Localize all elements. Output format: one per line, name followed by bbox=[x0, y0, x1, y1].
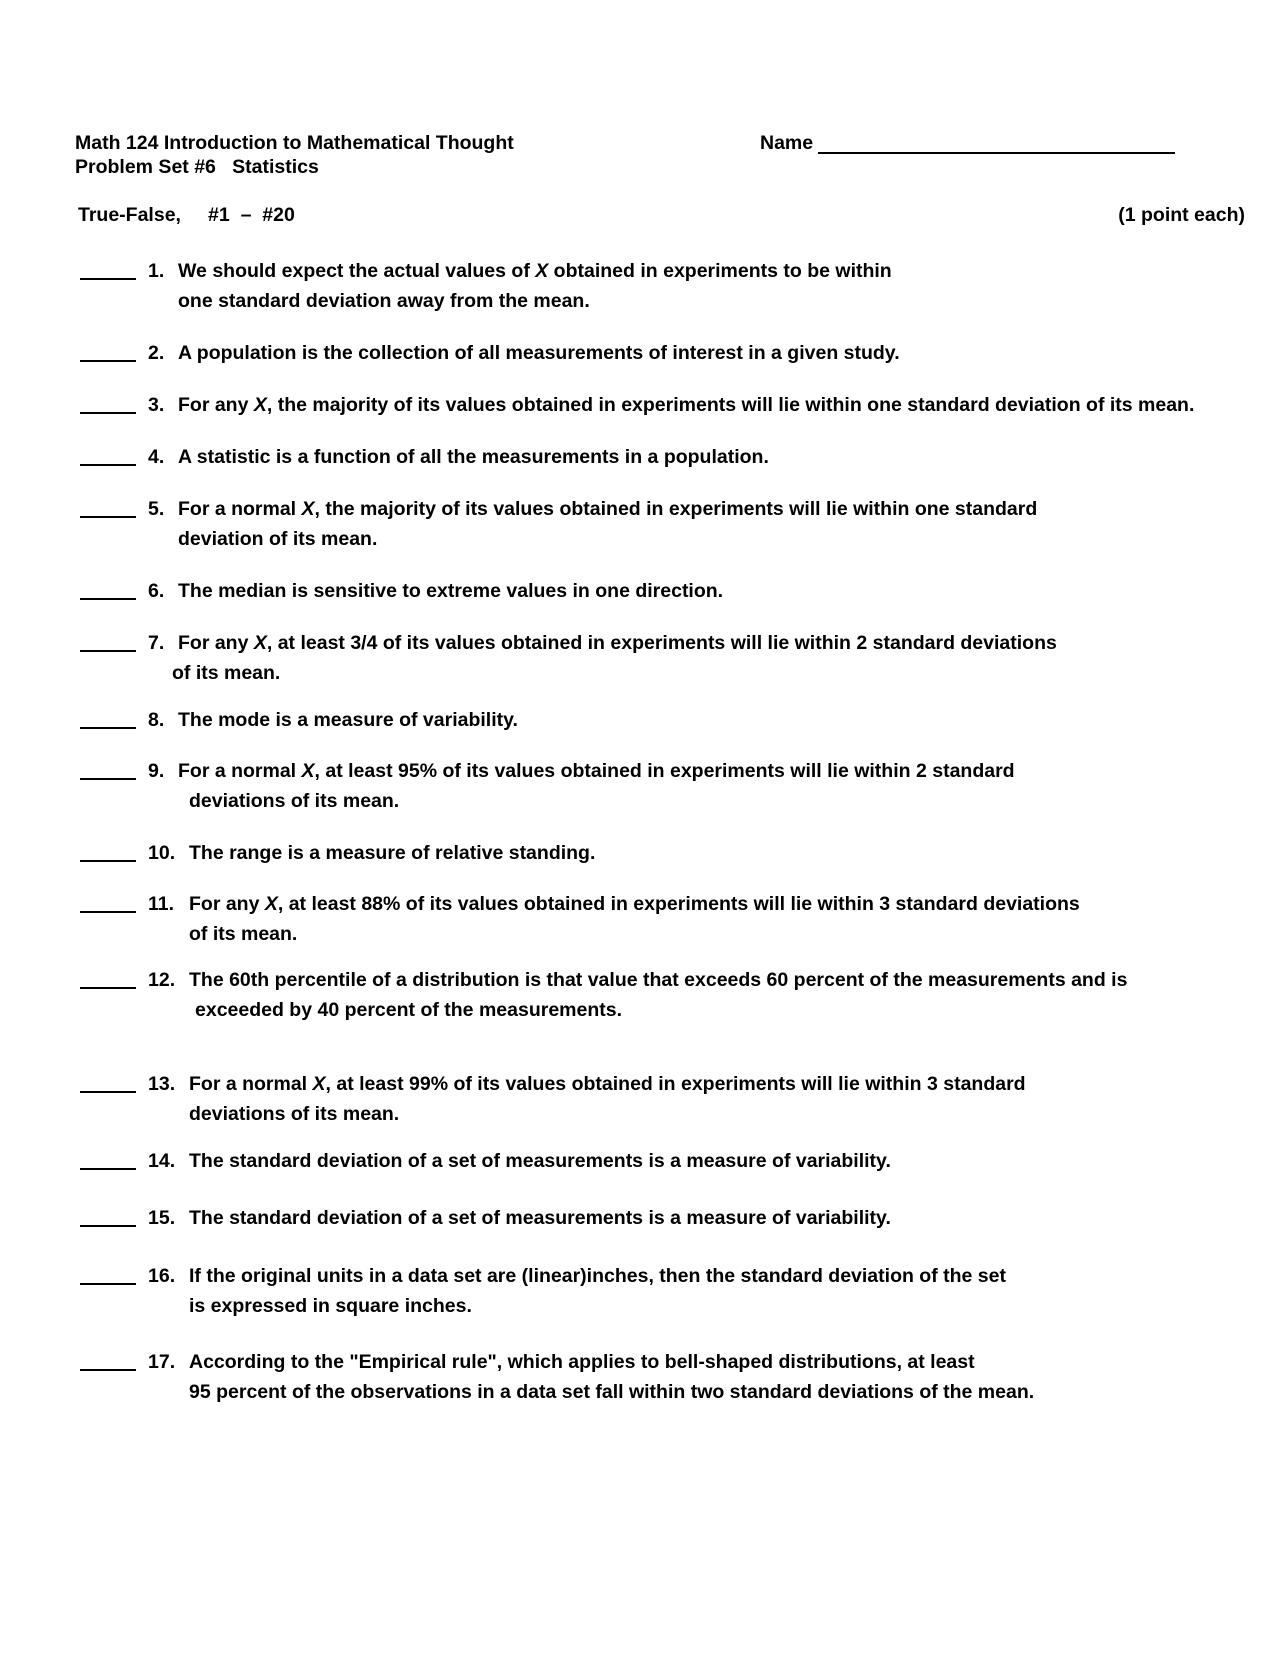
question-number: 10. bbox=[148, 842, 176, 864]
question-text: exceeded by 40 percent of the measurements. bbox=[195, 999, 623, 1021]
section-points: (1 point each) bbox=[1118, 204, 1245, 226]
answer-blank[interactable] bbox=[80, 1283, 136, 1285]
question-text: A population is the collection of all measurements of interest in a given study. bbox=[178, 342, 900, 364]
question-text: If the original units in a data set are (linear)inches, then the standard deviation of the set bbox=[189, 1265, 1006, 1287]
question-number: 8. bbox=[148, 709, 165, 731]
question-text: For a normal X, at least 99% of its values obtained in experiments will lie within 3 standard bbox=[189, 1073, 1026, 1095]
question-text: We should expect the actual values of X obtained in experiments to be within bbox=[178, 260, 892, 282]
question-number: 14. bbox=[148, 1150, 176, 1172]
question-text: deviations of its mean. bbox=[189, 1103, 400, 1125]
answer-blank[interactable] bbox=[80, 412, 136, 414]
section-label: True-False, #1 – #20 bbox=[78, 204, 295, 226]
question-number: 16. bbox=[148, 1265, 176, 1287]
answer-blank[interactable] bbox=[80, 598, 136, 600]
answer-blank[interactable] bbox=[80, 516, 136, 518]
question-text: For a normal X, at least 95% of its values obtained in experiments will lie within 2 standard bbox=[178, 760, 1015, 782]
question-text: A statistic is a function of all the measurements in a population. bbox=[178, 446, 769, 468]
question-number: 15. bbox=[148, 1207, 176, 1229]
name-field-line[interactable] bbox=[818, 152, 1175, 154]
answer-blank[interactable] bbox=[80, 911, 136, 913]
answer-blank[interactable] bbox=[80, 464, 136, 466]
question-text: The median is sensitive to extreme values in one direction. bbox=[178, 580, 724, 602]
answer-blank[interactable] bbox=[80, 1091, 136, 1093]
question-text: For any X, the majority of its values obtained in experiments will lie within one standard deviation of its mean. bbox=[178, 394, 1195, 416]
answer-blank[interactable] bbox=[80, 1168, 136, 1170]
question-text: is expressed in square inches. bbox=[189, 1295, 472, 1317]
question-text: For any X, at least 3/4 of its values obtained in experiments will lie within 2 standard deviations bbox=[178, 632, 1057, 654]
question-text: of its mean. bbox=[189, 923, 298, 945]
question-number: 7. bbox=[148, 632, 165, 654]
question-text: of its mean. bbox=[172, 662, 281, 684]
question-number: 1. bbox=[148, 260, 165, 282]
answer-blank[interactable] bbox=[80, 987, 136, 989]
question-number: 4. bbox=[148, 446, 165, 468]
name-label: Name bbox=[760, 132, 814, 154]
answer-blank[interactable] bbox=[80, 1369, 136, 1371]
question-number: 9. bbox=[148, 760, 165, 782]
answer-blank[interactable] bbox=[80, 650, 136, 652]
answer-blank[interactable] bbox=[80, 860, 136, 862]
answer-blank[interactable] bbox=[80, 778, 136, 780]
answer-blank[interactable] bbox=[80, 727, 136, 729]
course-title: Math 124 Introduction to Mathematical Thought bbox=[75, 132, 514, 154]
question-text: deviations of its mean. bbox=[189, 790, 400, 812]
problem-set-title: Problem Set #6 Statistics bbox=[75, 156, 319, 178]
answer-blank[interactable] bbox=[80, 278, 136, 280]
question-text: one standard deviation away from the mean. bbox=[178, 290, 590, 312]
question-text: For any X, at least 88% of its values obtained in experiments will lie within 3 standard deviations bbox=[189, 893, 1080, 915]
question-number: 11. bbox=[148, 893, 175, 915]
question-number: 2. bbox=[148, 342, 165, 364]
answer-blank[interactable] bbox=[80, 1225, 136, 1227]
question-text: For a normal X, the majority of its values obtained in experiments will lie within one standard bbox=[178, 498, 1038, 520]
question-text: The standard deviation of a set of measurements is a measure of variability. bbox=[189, 1207, 891, 1229]
answer-blank[interactable] bbox=[80, 360, 136, 362]
question-text: The standard deviation of a set of measurements is a measure of variability. bbox=[189, 1150, 891, 1172]
question-number: 6. bbox=[148, 580, 165, 602]
question-number: 5. bbox=[148, 498, 165, 520]
question-number: 12. bbox=[148, 969, 176, 991]
question-number: 13. bbox=[148, 1073, 176, 1095]
question-text: The mode is a measure of variability. bbox=[178, 709, 518, 731]
question-text: 95 percent of the observations in a data set fall within two standard deviations of the mean. bbox=[189, 1381, 1035, 1403]
question-number: 17. bbox=[148, 1351, 176, 1373]
question-text: According to the "Empirical rule", which applies to bell-shaped distributions, at least bbox=[189, 1351, 975, 1373]
question-text: The range is a measure of relative standing. bbox=[189, 842, 596, 864]
question-text: deviation of its mean. bbox=[178, 528, 378, 550]
question-number: 3. bbox=[148, 394, 165, 416]
question-text: The 60th percentile of a distribution is that value that exceeds 60 percent of the measurements and is bbox=[189, 969, 1128, 991]
